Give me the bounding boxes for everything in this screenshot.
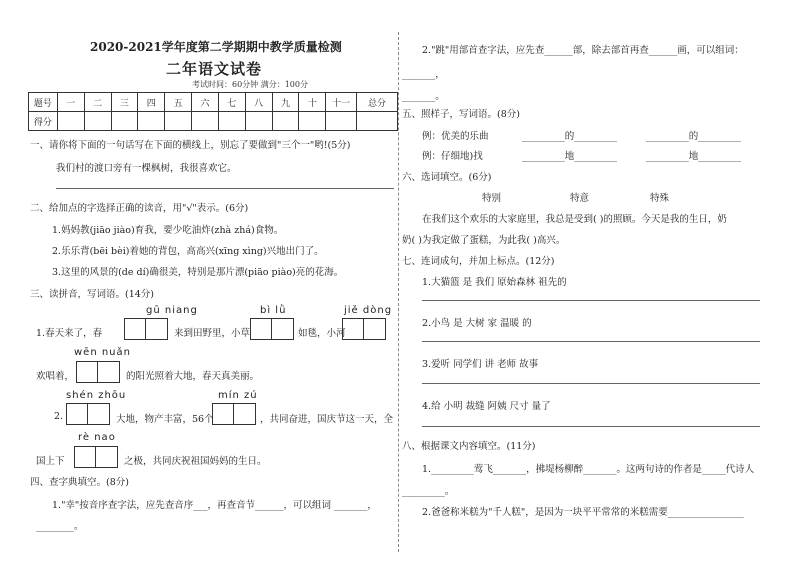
score-table-header-cell: 四	[138, 93, 165, 112]
q5-blank-1[interactable]: _________的_________	[522, 131, 618, 142]
q5-example-2: 例：仔细地)找	[422, 151, 483, 162]
q7-answer-line-4[interactable]	[422, 426, 760, 427]
score-table-header-cell: 六	[192, 93, 219, 112]
score-input-cell[interactable]	[357, 112, 398, 131]
score-input-cell[interactable]	[84, 112, 111, 131]
q7-item-4: 4.给 小明 裁缝 阿姨 尺寸 量了	[422, 401, 551, 412]
q3-sentence-3a: 2.	[54, 411, 64, 422]
q3-sentence-2b: 的阳光照着大地，春天真美丽。	[126, 371, 260, 382]
score-table-header-cell: 总分	[357, 93, 398, 112]
score-input-cell[interactable]	[138, 112, 165, 131]
q1-answer-line[interactable]	[56, 188, 394, 189]
q2-heading: 二、给加点的字选择正确的读音，用"√"表示。(6分)	[30, 203, 249, 214]
q3-pinyin-3: jiě dòng	[344, 305, 393, 316]
q3-answer-boxes-1[interactable]	[124, 318, 168, 340]
q1-sentence: 我们村的渡口旁有一棵枫树，我很喜欢它。	[56, 163, 237, 174]
q5-blank-2[interactable]: _________的_________	[646, 131, 742, 142]
q8-item-1-line-2: _________。	[402, 486, 455, 497]
q3-sentence-1a: 1.春天来了，春	[36, 328, 103, 339]
q4-item-1-line-1: 1."幸"按音序查字法，应先查音序___，再查音节______，可以组词 _______，	[52, 500, 377, 511]
score-table-header-cell: 五	[165, 93, 192, 112]
q3-sentence-1b: 来到田野里，小草	[174, 328, 251, 339]
score-input-cell[interactable]	[326, 112, 357, 131]
q7-answer-line-1[interactable]	[422, 300, 760, 301]
q6-paragraph-line-2: 奶( )为我定做了蛋糕，为此我( )高兴。	[402, 235, 566, 246]
score-input-cell[interactable]	[57, 112, 84, 131]
q7-heading: 七、连词成句，并加上标点。(12分)	[402, 256, 555, 267]
q8-item-2: 2.爸爸称米糕为"千人糕"，是因为一块平平常常的米糕需要________________	[422, 507, 744, 518]
q3-answer-boxes-2[interactable]	[250, 318, 294, 340]
q3-answer-boxes-4[interactable]	[76, 361, 120, 383]
q3-answer-boxes-5[interactable]	[66, 403, 110, 425]
score-table-header-cell: 三	[111, 93, 138, 112]
score-table	[28, 92, 398, 131]
score-table-header-cell: 七	[218, 93, 245, 112]
q3-answer-boxes-6[interactable]	[212, 403, 256, 425]
q7-item-3: 3.爱听 同学们 讲 老师 故事	[422, 359, 539, 370]
q3-pinyin-7: rè nao	[78, 432, 116, 443]
score-table-header-cell: 十	[299, 93, 326, 112]
q3-sentence-4a: 国上下	[36, 456, 65, 467]
q3-sentence-3b: 大地，物产丰富，56个	[116, 414, 214, 425]
q3-sentence-4b: 之极，共同庆祝祖国妈妈的生日。	[124, 456, 267, 467]
q7-answer-line-2[interactable]	[422, 341, 760, 342]
exam-subtitle: 二年语文试卷	[166, 60, 263, 78]
q3-pinyin-1: gū niang	[146, 305, 198, 316]
q3-sentence-1c: 如毯，小河	[298, 328, 346, 339]
q2-item-2: 2.乐乐背(bēi bèi)着她的背包，高高兴(xīng xìng)兴地出门了。	[52, 246, 324, 257]
q5-heading: 五、照样子，写词语。(8分)	[402, 109, 520, 120]
score-table-score-row	[29, 112, 398, 131]
q3-sentence-2a: 欢唱着，	[36, 371, 75, 382]
column-divider	[398, 32, 399, 552]
q4-item-1-line-2: ________。	[36, 521, 84, 532]
q4-heading: 四、查字典填空。(8分)	[30, 477, 129, 488]
q6-word-3: 特殊	[650, 193, 670, 204]
q6-paragraph-line-1: 在我们这个欢乐的大家庭里，我总是受到( )的照顾。今天是我的生日，奶	[422, 214, 727, 225]
q3-pinyin-2: bì lǜ	[260, 305, 287, 316]
q7-answer-line-3[interactable]	[422, 383, 760, 384]
score-input-cell[interactable]	[245, 112, 272, 131]
q3-answer-boxes-7[interactable]	[74, 446, 118, 468]
q3-pinyin-5: shén zhōu	[66, 390, 127, 401]
q7-item-2: 2.小鸟 是 大树 家 温暖 的	[422, 318, 532, 329]
exam-info: 考试时间：60分钟 满分：100分	[192, 80, 308, 89]
q3-answer-boxes-3[interactable]	[342, 318, 386, 340]
q1-heading: 一、请你将下面的一句话写在下面的横线上，别忘了要做到"三个一"哟!(5分)	[30, 140, 351, 151]
q5-blank-4[interactable]: _________地_________	[646, 151, 742, 162]
score-table-header-cell: 九	[272, 93, 299, 112]
score-table-row-label: 得分	[29, 112, 58, 131]
score-input-cell[interactable]	[218, 112, 245, 131]
exam-title: 2020-2021学年度第二学期期中教学质量检测	[90, 40, 342, 54]
score-table-header-cell: 八	[245, 93, 272, 112]
q3-heading: 三、读拼音，写词语。(14分)	[30, 289, 155, 300]
q3-pinyin-6: mín zú	[218, 390, 258, 401]
q4-item-2-line-1: 2."跳"用部首查字法，应先查______部，除去部首再查______画，可以组词：	[422, 45, 744, 56]
score-input-cell[interactable]	[111, 112, 138, 131]
q2-item-1: 1.妈妈教(jiāo jiào)育我，要少吃油炸(zhà zhá)食物。	[52, 225, 284, 236]
score-table-header-cell: 二	[84, 93, 111, 112]
score-input-cell[interactable]	[299, 112, 326, 131]
q8-item-1-line-1: 1._________莺飞_______，拂堤杨柳醉_______。这两句诗的作者是_____代诗人	[422, 464, 755, 475]
score-table-header-row	[29, 93, 398, 112]
q6-heading: 六、选词填空。(6分)	[402, 172, 492, 183]
q4-item-2-line-2: _______，	[402, 69, 445, 80]
score-input-cell[interactable]	[272, 112, 299, 131]
q5-example-1: 例：优美的乐曲	[422, 131, 489, 142]
score-table-header-cell: 题号	[29, 93, 58, 112]
q4-item-2-line-3: _______。	[402, 91, 445, 102]
score-input-cell[interactable]	[192, 112, 219, 131]
q5-blank-3[interactable]: _________地_________	[522, 151, 618, 162]
q3-pinyin-4: wēn nuǎn	[74, 347, 131, 358]
score-table-header-cell: 十一	[326, 93, 357, 112]
score-input-cell[interactable]	[165, 112, 192, 131]
q2-item-3: 3.这里的风景的(de dí)确很美，特别是那片漂(piāo piào)亮的花海。	[52, 267, 344, 278]
q8-heading: 八、根据课文内容填空。(11分)	[402, 441, 536, 452]
score-table-header-cell: 一	[57, 93, 84, 112]
q6-word-1: 特别	[482, 193, 502, 204]
q6-word-2: 特意	[570, 193, 590, 204]
q7-item-1: 1.大猫篮 是 我们 原始森林 祖先的	[422, 277, 567, 288]
q3-sentence-3c: ，共同奋进，国庆节这一天，全	[260, 414, 394, 425]
